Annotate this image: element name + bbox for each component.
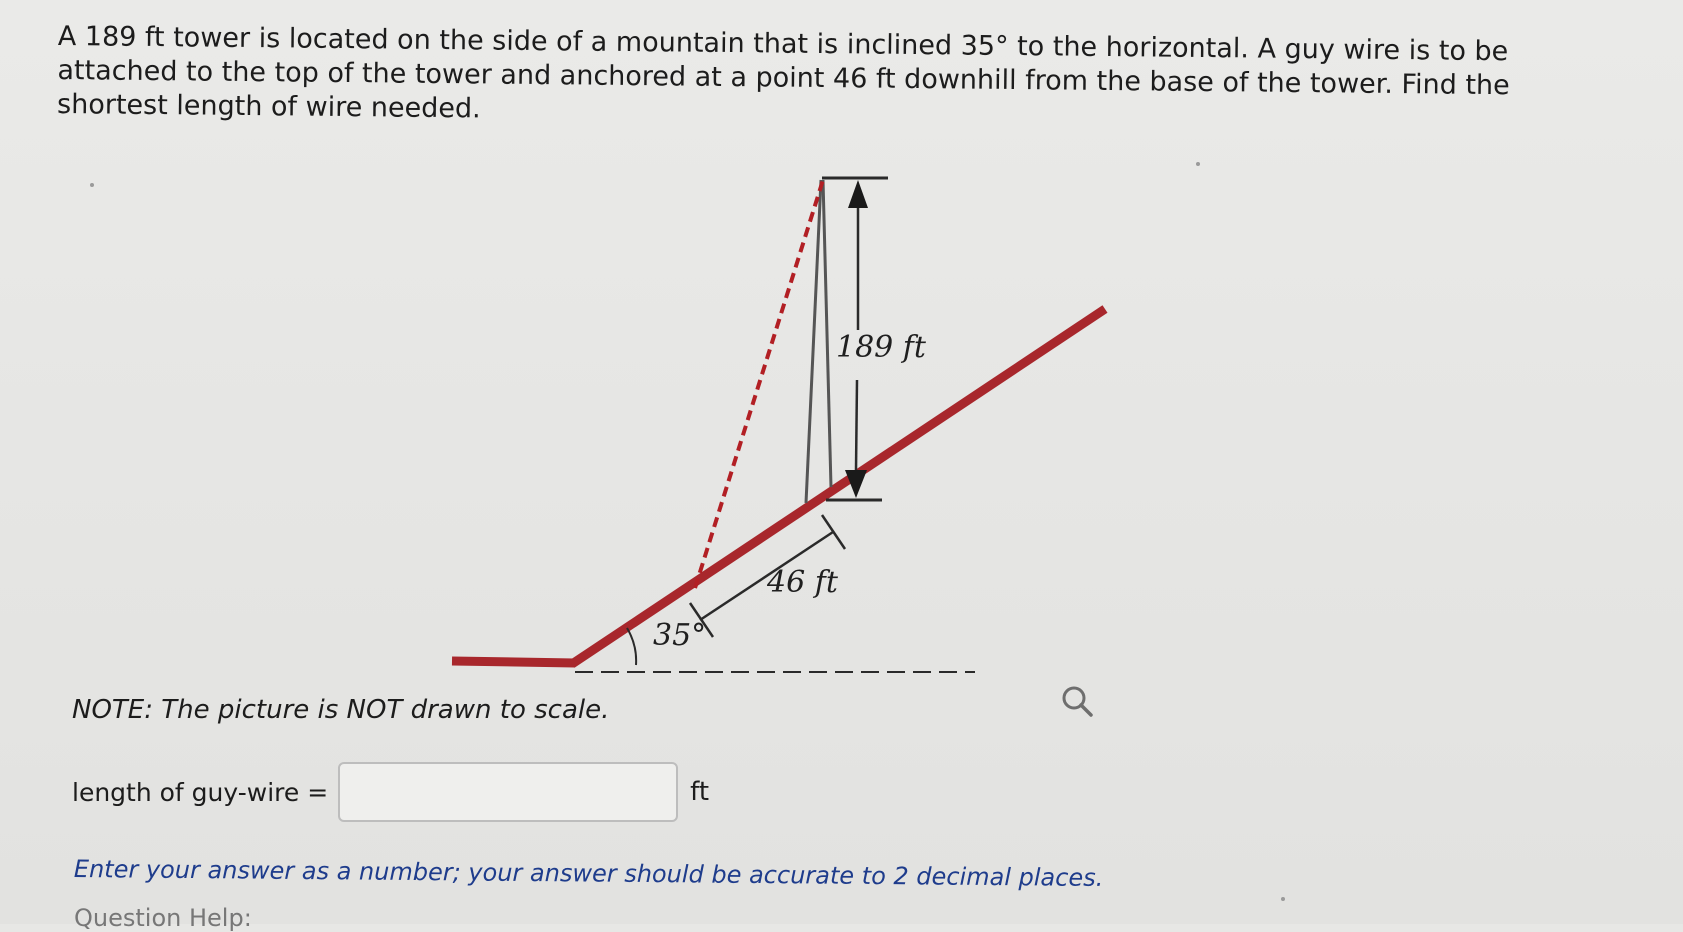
distance-dimension-right-tick <box>822 515 845 549</box>
distance-label: 46 ft <box>767 565 838 600</box>
flat-ground <box>452 661 575 663</box>
angle-arc <box>627 628 636 665</box>
speck <box>1196 162 1200 166</box>
tower-height-label: 189 ft <box>836 330 926 365</box>
answer-instruction: Enter your answer as a number; your answer should be accurate to 2 decimal places. <box>73 855 1104 892</box>
guy-wire <box>695 180 823 588</box>
answer-input[interactable] <box>338 762 678 822</box>
tower-dimension-lower-line <box>856 380 857 470</box>
answer-unit: ft <box>690 777 710 807</box>
answer-label: length of guy-wire = <box>72 777 329 807</box>
scale-note: NOTE: The picture is NOT drawn to scale. <box>72 695 610 725</box>
magnifier-icon[interactable] <box>1060 684 1096 720</box>
angle-label: 35° <box>653 618 707 653</box>
problem-statement: A 189 ft tower is located on the side of a mountain that is inclined 35° to the horizontal. A guy wire is to be attached to the top of the tower and anchored at a point 46 ft downhill from the base of the tower. Find the shortest length of wire needed. <box>56 20 1510 125</box>
speck <box>90 183 94 187</box>
answer-row <box>72 762 709 822</box>
question-help-link[interactable]: Question Help: <box>74 904 252 932</box>
speck <box>1281 897 1285 901</box>
tower-dimension-up-arrow <box>848 180 868 208</box>
tower-right-edge <box>823 180 831 487</box>
